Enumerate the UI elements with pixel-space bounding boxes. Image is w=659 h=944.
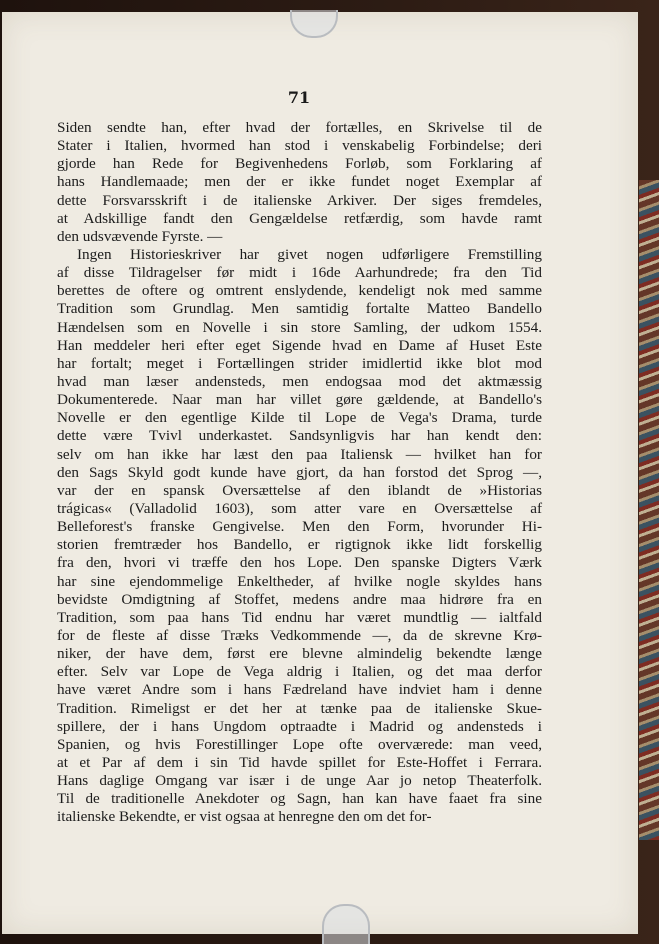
- text-line: den Sags Skyld godt kunde have gjort, da han forstod det Sprog —,: [57, 463, 542, 481]
- text-line: trágicas« (Valladolid 1603), som atter vare en Oversættelse af: [57, 499, 542, 517]
- text-line: berettes de oftere og omtrent enslydende, kendeligt nok med samme: [57, 282, 542, 300]
- page-number: 71: [287, 88, 311, 107]
- text-line: Spanien, og hvis Forestillinger Lope ofte overværede: man veed,: [57, 735, 542, 753]
- text-line: efter. Selv var Lope de Vega aldrig i Italien, og det maa derfor: [57, 663, 542, 681]
- text-line: for de fleste af disse Træks Vedkommende —, da de skrevne Krø-: [57, 626, 542, 644]
- text-line: dette Forsvarsskrift i de italienske Arkiver. Der siges fremdeles,: [57, 191, 542, 209]
- text-line: af disse Tildragelser før midt i 16de Aarhundrede; fra den Tid: [57, 264, 542, 282]
- text-line: italienske Bekendte, er vist ogsaa at henregne den om det for-: [57, 808, 432, 826]
- text-line: bevidste Omdigtning af Stoffet, medens andre maa hidrøre fra en: [57, 590, 542, 608]
- text-line: har sine ejendommelige Enkeltheder, af hvilke nogle skyldes hans: [57, 572, 542, 590]
- text-line: Tradition som Grundlag. Men samtidig fortalte Matteo Bandello: [57, 300, 542, 318]
- text-line: storien fremtræder hos Bandello, er rigtignok ikke lidt forskellig: [57, 536, 542, 554]
- text-line: var der en spansk Oversættelse af den iblandt de »Historias: [57, 481, 542, 499]
- text-line: Novelle er den egentlige Kilde til Lope de Vega's Drama, turde: [57, 409, 542, 427]
- text-line: Han meddeler heri efter eget Sigende hvad en Dame af Huset Este: [57, 336, 542, 354]
- text-line: Dokumenterede. Naar man har villet gøre gældende, at Bandello's: [57, 391, 542, 409]
- body-text: [57, 119, 542, 826]
- text-line: Stater i Italien, hvormed han stod i venskabelig Forbindelse; deri: [57, 137, 542, 155]
- text-line: Tradition. Rimeligst er det her at tænke paa de italienske Skue-: [57, 699, 542, 717]
- paper-clip-top: [290, 10, 338, 38]
- text-line: niker, der have dem, først ere blevne almindelig bekendte længe: [57, 645, 542, 663]
- text-line: Belleforest's franske Gengivelse. Men den Form, hvorunder Hi-: [57, 518, 542, 536]
- text-line: hans Handlemaade; men der er ikke fundet noget Exemplar af: [57, 173, 542, 191]
- text-line: hvad man læser andensteds, men endogsaa mod det aktmæssig: [57, 372, 542, 390]
- marbled-page-edge: [639, 180, 659, 840]
- text-line: Hændelsen som en Novelle i sin store Samling, der udkom 1554.: [57, 318, 542, 336]
- text-line: har fortalt; meget i Fortællingen strider imidlertid ikke blot mod: [57, 354, 542, 372]
- text-line: fra den, hvori vi træffe den hos Lope. Den spanske Digters Værk: [57, 554, 542, 572]
- book-page: [2, 12, 638, 934]
- text-line: at et Par af dem i sin Tid havde spillet for Este-Hoffet i Ferrara.: [57, 753, 542, 771]
- text-line: Tradition, som paa hans Tid endnu har været mundtlig — ialtfald: [57, 608, 542, 626]
- text-line: at Adskillige fandt den Gengældelse retfærdig, som havde ramt: [57, 209, 542, 227]
- text-line: Ingen Historieskriver har givet nogen udførligere Fremstilling: [77, 245, 542, 263]
- text-line: Siden sendte han, efter hvad der fortælles, en Skrivelse til de: [57, 119, 542, 136]
- text-line: Til de traditionelle Anekdoter og Sagn, han kan have faaet fra sine: [57, 790, 542, 808]
- text-line: den udsvævende Fyrste. —: [57, 227, 223, 245]
- paper-clip-bottom: [322, 904, 370, 944]
- text-line: have været Andre som i hans Fædreland have indviet ham i denne: [57, 681, 542, 699]
- text-line: spillere, der i hans Ungdom optraadte i Madrid og andensteds i: [57, 717, 542, 735]
- text-line: gjorde han Rede for Begivenhedens Forløb, som Forklaring af: [57, 155, 542, 173]
- text-line: dette være Tvivl underkastet. Sandsynligvis har han kendt den:: [57, 427, 542, 445]
- text-line: selv om han ikke har læst den paa Italiensk — hvilket han for: [57, 445, 542, 463]
- text-line: Hans daglige Omgang var især i de unge Aar jo netop Theaterfolk.: [57, 772, 542, 790]
